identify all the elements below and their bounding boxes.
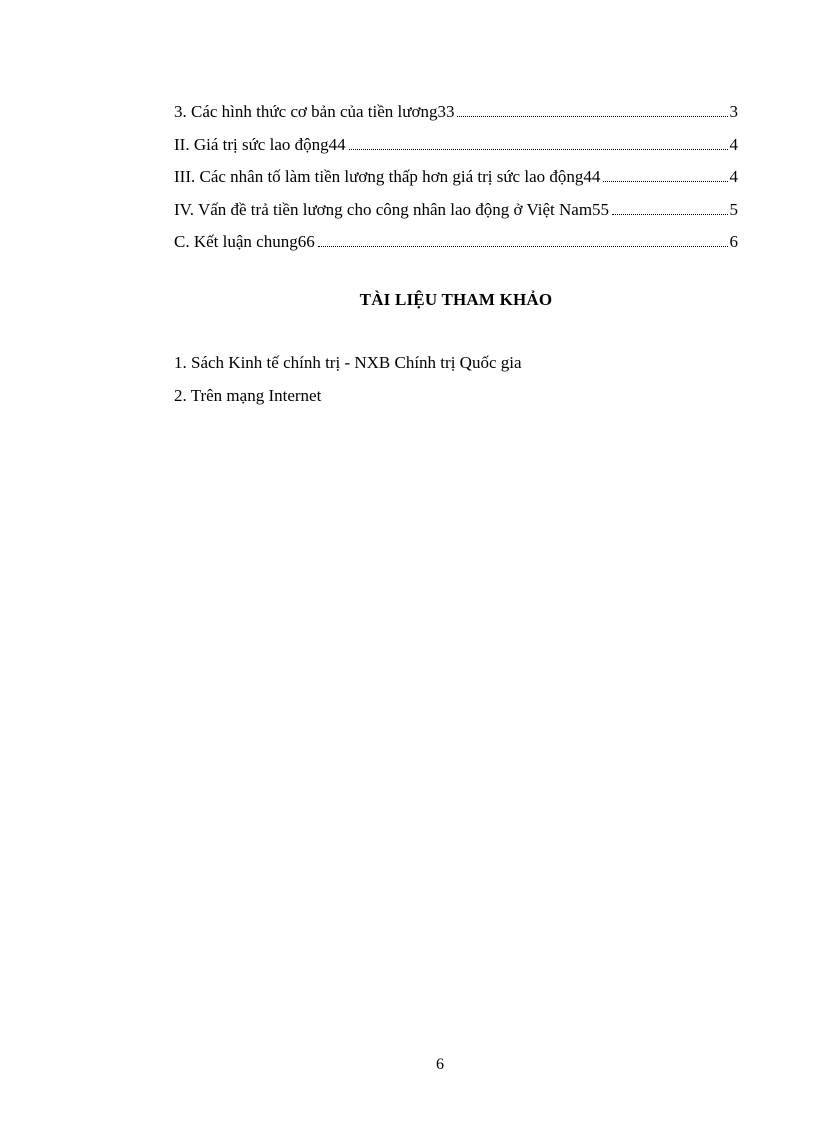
toc-entry-title: IV. Vấn đề trả tiền lương cho công nhân lao động ở Việt Nam55 [174,199,610,219]
toc-entry-page: 4 [729,134,738,154]
toc-dot-leader [612,194,727,215]
toc-entry[interactable] [174,161,738,194]
references-heading: TÀI LIỆU THAM KHẢO [359,290,553,309]
toc-entry[interactable] [174,226,738,259]
reference-item: 2. Trên mạng Internet [174,385,322,405]
toc-entry-page: 5 [729,199,738,219]
toc-entry-title: 3. Các hình thức cơ bản của tiền lương33 [174,102,455,121]
toc-entry[interactable] [174,194,738,227]
toc-entry-title: III. Các nhân tố làm tiền lương thấp hơn giá trị sức lao động44 [174,167,601,186]
references-list [174,352,738,417]
toc-entry-title: II. Giá trị sức lao động44 [174,134,346,154]
toc-dot-leader [318,226,728,247]
toc-entry[interactable] [174,96,738,129]
toc-entry-page: 3 [729,102,738,121]
toc-dot-leader [457,96,727,117]
reference-item: 1. Sách Kinh tế chính trị - NXB Chính trị Quốc gia [174,353,522,372]
toc-dot-leader [349,129,728,150]
table-of-contents [174,96,738,259]
toc-entry-title: C. Kết luận chung66 [174,232,315,251]
toc-dot-leader [603,161,727,182]
toc-entry-page: 4 [729,167,738,186]
page-number: 6 [436,1056,444,1073]
toc-entry[interactable] [174,129,738,162]
toc-entry-page: 6 [729,232,738,251]
